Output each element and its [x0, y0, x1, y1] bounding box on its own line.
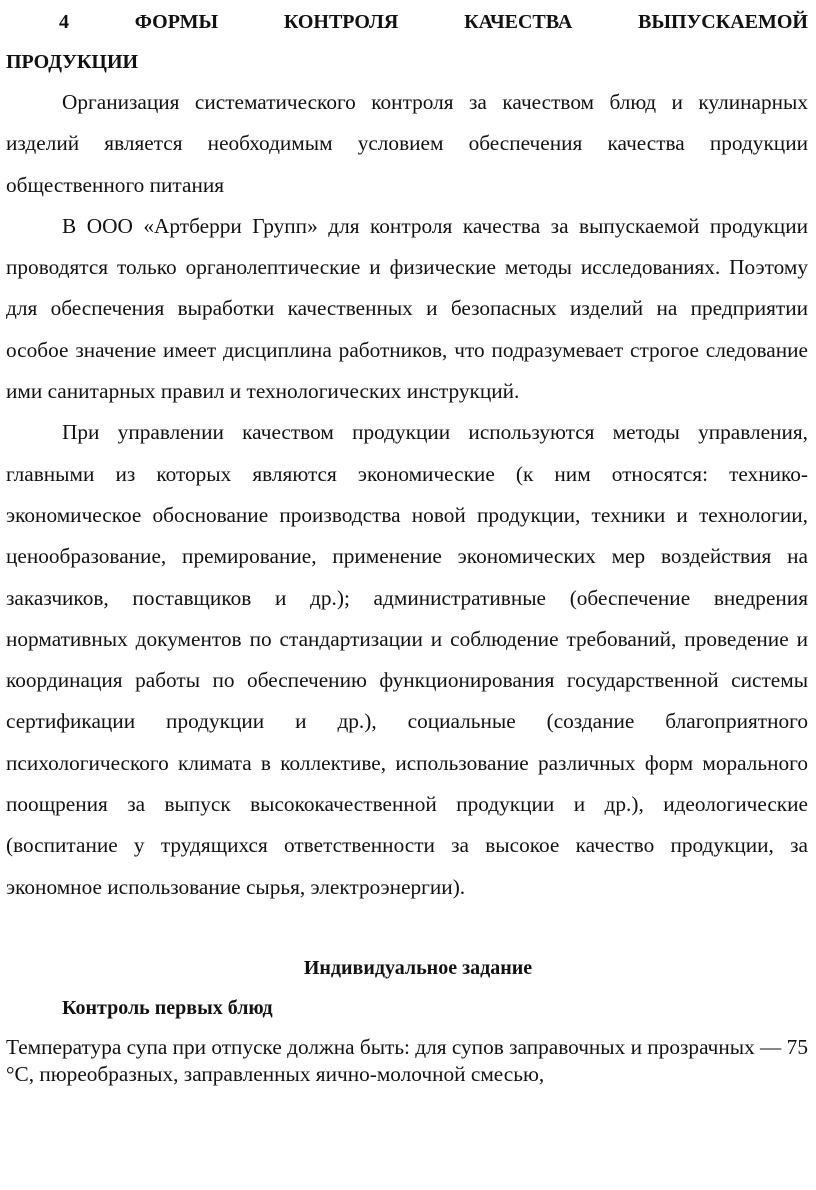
task-title: Индивидуальное задание: [303, 956, 533, 979]
task-subtitle: Контроль первых блюд: [62, 996, 273, 1019]
blank-line: [6, 908, 808, 948]
section-heading-line2: ПРОДУКЦИИ: [6, 51, 139, 73]
task-text: Температура супа при отпуске должна быть: для супов заправочных и прозрачных — 75 °С, пюреобразных, заправленных яично-молочной смесью,: [6, 1034, 808, 1086]
section-heading-line1: 4 ФОРМЫ КОНТРОЛЯ КАЧЕСТВА ВЫПУСКАЕМОЙ: [59, 11, 808, 33]
paragraph-management-methods: При управлении качеством продукции используются методы управления, главными из которых являются экономические (к ним относятся: технико-экономическое обоснование производства новой продукции, техники и технологии, ценообразование, премирование, применение экономических мер воздействия на заказчиков, поставщиков и др.); административные (обеспечение внедрения нормативных документов по стандартизации и соблюдение требований, проведение и координация работы по обеспечению функционирования государственной системы сертификации продукции и др.), социальные (создание благоприятного психологического климата в коллективе, использование различных форм морального поощрения за выпуск высококачественной продукции и др.), идеологические (воспитание у трудящихся ответственности за высокое качество продукции, за экономное использование сырья, электроэнергии).: [6, 420, 808, 899]
paragraph-quality-control: Организация систематического контроля за качеством блюд и кулинарных изделий является необходимым условием обеспечения качества продукции общественного питания: [6, 90, 808, 197]
section-heading: [6, 0, 808, 82]
paragraph-company-methods: В ООО «Артберри Групп» для контроля качества за выпускаемой продукции проводятся только органолептические и физические методы исследованиях. Поэтому для обеспечения выработки качественных и безопасных изделий на предприятии особое значение имеет дисциплина работников, что подразумевает строгое следование ими санитарных правил и технологических инструкций.: [6, 213, 808, 404]
